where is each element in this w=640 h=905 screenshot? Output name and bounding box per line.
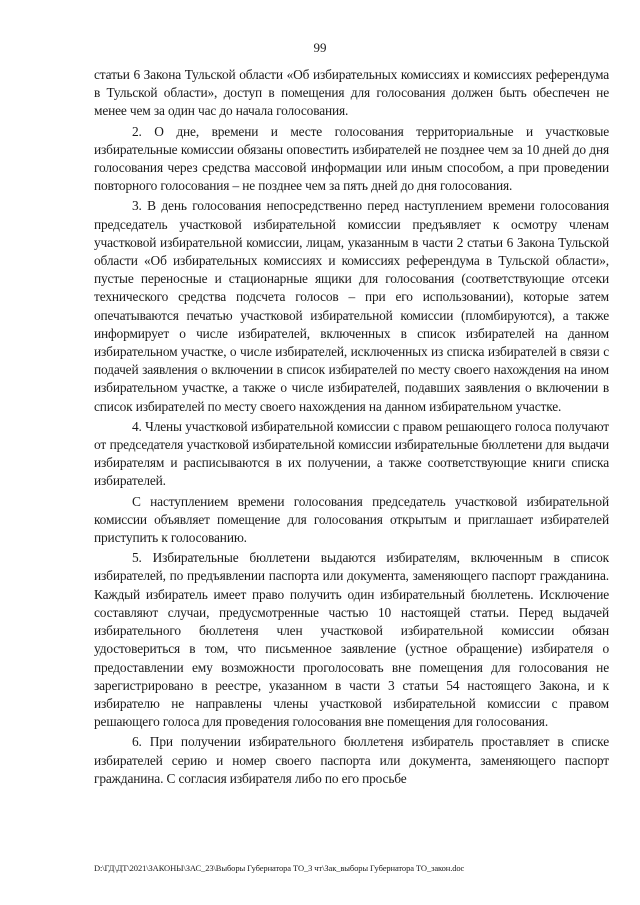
paragraph-6: 6. При получении избирательного бюллетеня избиратель проставляет в списке избирателей серию и номер своего паспорта или документа, заменяющего паспорт гражданина. С согласия избирателя либо по его просьбе (94, 734, 609, 786)
paragraph-5: 5. Избирательные бюллетени выдаются избирателям, включенным в список избирателей, по предъявлении паспорта или документа, заменяющего паспорт гражданина. Каждый избиратель имеет право получить один избирательный бюллетень. Исключение составляют случаи, предусмотренные частью 10 настоящей статьи. Перед выдачей избирательного бюллетеня член участковой избирательной комиссии обязан удостовериться в том, что письменное заявление (устное обращение) избирателя о предоставлении ему возможности проголосовать вне помещения для голосования не зарегистрировано в реестре, указанном в части 3 статьи 54 настоящего Закона, и к избирателю не направлены члены участковой избирательной комиссии с правом решающего голоса для проведения голосования вне помещения для голосования. (94, 550, 609, 730)
paragraph-4: 4. Члены участковой избирательной комиссии с правом решающего голоса получают от председателя участковой избирательной комиссии избирательные бюллетени для выдачи избирателям и расписываются в их получении, а также соответствующие книги списка избирателей. (94, 418, 609, 489)
paragraph-3: 3. В день голосования непосредственно перед наступлением времени голосования председатель участковой избирательной комиссии предъявляет к осмотру членам участковой избирательной комиссии, лицам, указанным в части 2 статьи 6 Закона Тульской области «Об избирательных комиссиях и комиссиях референдума в Тульской области», пустые переносные и стационарные ящики для голосования (соответствующие отсеки технического средства подсчета голосов – при его использовании), которые затем опечатываются печатью участковой избирательной комиссии (пломбируются), а также информирует о числе избирателей, включенных в список избирателей на данном избирательном участке, о числе избирателей, исключенных из списка избирателей в связи с подачей заявления о включении в список избирателей по месту своего нахождения на ином избирательном участке, а также о числе избирателей, подавших заявления о включении в список избирателей по месту своего нахождения на данном избирательном участке. (94, 198, 609, 414)
document-body (94, 66, 609, 790)
footer-file-path: D:\ГД\ДТ\2021\ЗАКОНЫ\ЗАС_23\Выборы Губернатора ТО_3 чт\Зак_выборы Губернатора ТО_закон.doc (94, 863, 465, 873)
paragraph-continuation: статьи 6 Закона Тульской области «Об избирательных комиссиях и комиссиях референдума в Тульской области», доступ в помещения для голосования должен быть обеспечен не менее чем за один час до начала голосования. (94, 67, 609, 119)
paragraph-4-continued: С наступлением времени голосования председатель участковой избирательной комиссии объявляет помещение для голосования открытым и приглашает избирателей приступить к голосованию. (94, 493, 609, 546)
paragraph-2: 2. О дне, времени и месте голосования территориальные и участковые избирательные комиссии обязаны оповестить избирателей не позднее чем за 10 дней до дня голосования через средства массовой информации или иным способом, а при проведении повторного голосования – не позднее чем за пять дней до дня голосования. (94, 123, 609, 194)
page-number: 99 (313, 40, 327, 55)
